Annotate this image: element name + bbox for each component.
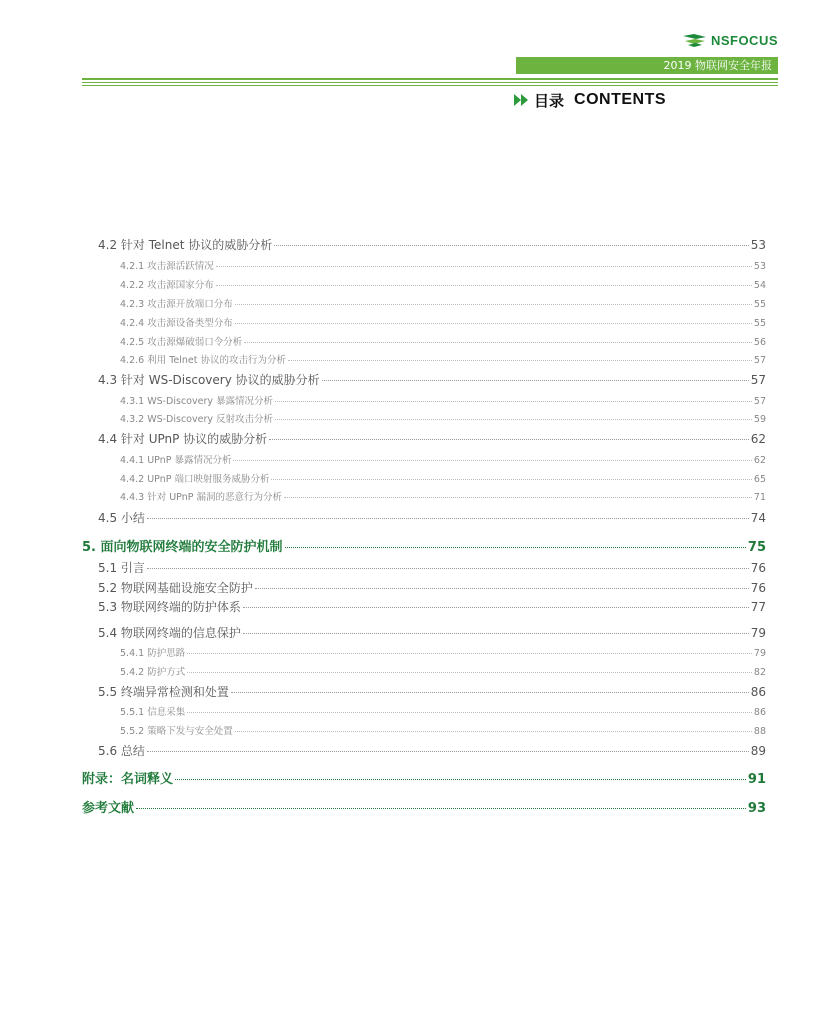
toc-subsection-entry[interactable] — [0, 315, 766, 329]
toc-page-number: 75 — [747, 540, 766, 555]
toc-subsection-entry[interactable] — [0, 471, 766, 485]
toc-page-number: 91 — [747, 772, 766, 787]
toc-section-entry[interactable] — [0, 236, 766, 253]
toc-dot-leader — [322, 380, 749, 381]
toc-dot-leader — [285, 547, 746, 548]
toc-dot-leader — [243, 607, 749, 608]
toc-subsection-entry[interactable] — [0, 664, 766, 678]
brand-name: NSFOCUS — [710, 32, 778, 48]
report-title: 2019 物联网安全年报 — [663, 59, 772, 72]
toc-subsection-entry[interactable] — [0, 296, 766, 310]
toc-page-number: 54 — [753, 280, 766, 291]
toc-entry-title: 4.2.6 利用 Telnet 协议的攻击行为分析 — [120, 355, 286, 366]
toc-page-number: 76 — [750, 581, 766, 595]
toc-entry-title: 5.5.2 策略下发与安全处置 — [120, 726, 233, 737]
toc-entry-title: 5.4.1 防护思路 — [120, 648, 186, 659]
toc-dot-leader — [187, 653, 752, 654]
toc-section-entry[interactable] — [0, 559, 766, 576]
toc-page-number: 86 — [753, 707, 766, 718]
toc-entry-title: 4.3 针对 WS-Discovery 协议的威胁分析 — [98, 373, 320, 387]
toc-heading-en: CONTENTS — [574, 91, 667, 108]
toc-entry-title: 4.2.1 攻击源活跃情况 — [120, 261, 214, 272]
toc-section-entry[interactable] — [0, 430, 766, 447]
toc-dot-leader — [147, 568, 749, 569]
toc-entry-title: 5.6 总结 — [98, 744, 145, 758]
toc-entry-title: 4.4.1 UPnP 暴露情况分析 — [120, 455, 232, 466]
toc-entry-title: 参考文献 — [82, 801, 135, 816]
toc-entry-title: 4.4.3 针对 UPnP 漏洞的恶意行为分析 — [120, 492, 282, 503]
toc-page-number: 77 — [750, 600, 766, 614]
toc-entry-title: 4.2.5 攻击源爆破弱口令分析 — [120, 337, 243, 348]
toc-subsection-entry[interactable] — [0, 258, 766, 272]
toc-dot-leader — [275, 419, 752, 420]
toc-section-entry[interactable] — [0, 624, 766, 641]
toc-dot-leader — [269, 439, 749, 440]
toc-entry-title: 4.3.2 WS-Discovery 反射攻击分析 — [120, 414, 273, 425]
toc-dot-leader — [187, 712, 752, 713]
toc-subsection-entry[interactable] — [0, 645, 766, 659]
toc-subsection-entry[interactable] — [0, 704, 766, 718]
toc-entry-title: 5.5.1 信息采集 — [120, 707, 186, 718]
toc-section-entry[interactable] — [0, 371, 766, 388]
toc-entry-title: 5. 面向物联网终端的安全防护机制 — [82, 540, 283, 555]
toc-section-entry[interactable] — [0, 598, 766, 615]
toc-entry-title: 5.3 物联网终端的防护体系 — [98, 600, 241, 614]
toc-page-number: 57 — [753, 396, 766, 407]
toc-dot-leader — [235, 731, 752, 732]
toc-dot-leader — [235, 304, 752, 305]
toc-page-number: 76 — [750, 561, 766, 575]
toc-page-number: 62 — [753, 455, 766, 466]
toc-chapter-entry[interactable] — [0, 536, 766, 555]
toc-page-number: 59 — [753, 414, 766, 425]
toc-subsection-entry[interactable] — [0, 334, 766, 348]
toc-page-number: 55 — [753, 299, 766, 310]
toc-page-number: 53 — [753, 261, 766, 272]
toc-subsection-entry[interactable] — [0, 393, 766, 407]
toc-dot-leader — [284, 497, 752, 498]
toc-chapter-entry[interactable] — [0, 797, 766, 816]
toc-entry-title: 4.4.2 UPnP 端口映射服务威胁分析 — [120, 474, 270, 485]
toc-subsection-entry[interactable] — [0, 352, 766, 366]
toc-page-number: 79 — [750, 626, 766, 640]
toc-subsection-entry[interactable] — [0, 489, 766, 503]
toc-page-number: 71 — [753, 492, 766, 503]
toc-page-number: 57 — [750, 373, 766, 387]
toc-entry-title: 4.2 针对 Telnet 协议的威胁分析 — [98, 238, 273, 252]
toc-subsection-entry[interactable] — [0, 452, 766, 466]
toc-subsection-entry[interactable] — [0, 411, 766, 425]
toc-entry-title: 5.4.2 防护方式 — [120, 667, 186, 678]
toc-dot-leader — [231, 692, 749, 693]
toc-dot-leader — [136, 808, 746, 809]
toc-heading-cn: 目录 — [534, 91, 565, 110]
toc-dot-leader — [216, 285, 752, 286]
toc-dot-leader — [187, 672, 752, 673]
toc-page-number: 89 — [750, 744, 766, 758]
toc-page-number: 65 — [753, 474, 766, 485]
toc-entry-title: 5.1 引言 — [98, 561, 145, 575]
toc-entry-title: 4.5 小结 — [98, 511, 145, 525]
toc-section-entry[interactable] — [0, 742, 766, 759]
toc-entry-title: 4.2.4 攻击源设备类型分布 — [120, 318, 233, 329]
toc-dot-leader — [147, 518, 749, 519]
toc-page-number: 88 — [753, 726, 766, 737]
toc-entry-title: 5.4 物联网终端的信息保护 — [98, 626, 241, 640]
toc-subsection-entry[interactable] — [0, 723, 766, 737]
toc-entry-title: 4.4 针对 UPnP 协议的威胁分析 — [98, 432, 268, 446]
toc-page-number: 56 — [753, 337, 766, 348]
toc-dot-leader — [288, 360, 752, 361]
toc-entry-title: 附录：名词释义 — [82, 772, 174, 787]
toc-page-number: 74 — [750, 511, 766, 525]
toc-page-number: 93 — [747, 801, 766, 816]
toc-subsection-entry[interactable] — [0, 277, 766, 291]
toc-dot-leader — [274, 245, 748, 246]
toc-page-number: 55 — [753, 318, 766, 329]
toc-entry-title: 4.2.2 攻击源国家分布 — [120, 280, 214, 291]
toc-dot-leader — [255, 588, 749, 589]
toc-entry-title: 5.2 物联网基础设施安全防护 — [98, 581, 253, 595]
toc-page-number: 86 — [750, 685, 766, 699]
toc-page-number: 82 — [753, 667, 766, 678]
toc-dot-leader — [244, 342, 752, 343]
toc-page-number: 62 — [750, 432, 766, 446]
toc-page-number: 57 — [753, 355, 766, 366]
toc-entry-title: 4.2.3 攻击源开放端口分布 — [120, 299, 233, 310]
toc-dot-leader — [233, 460, 751, 461]
toc-dot-leader — [271, 479, 751, 480]
toc-page-number: 53 — [750, 238, 766, 252]
toc-dot-leader — [147, 751, 749, 752]
toc-dot-leader — [243, 633, 749, 634]
toc-section-entry[interactable] — [0, 579, 766, 596]
toc-section-entry[interactable] — [0, 509, 766, 526]
toc-dot-leader — [235, 323, 752, 324]
toc-dot-leader — [216, 266, 752, 267]
toc-chapter-entry[interactable] — [0, 768, 766, 787]
toc-dot-leader — [175, 779, 746, 780]
toc-entry-title: 5.5 终端异常检测和处置 — [98, 685, 229, 699]
toc-dot-leader — [275, 401, 752, 402]
toc-entry-title: 4.3.1 WS-Discovery 暴露情况分析 — [120, 396, 273, 407]
toc-section-entry[interactable] — [0, 683, 766, 700]
toc-page-number: 79 — [753, 648, 766, 659]
